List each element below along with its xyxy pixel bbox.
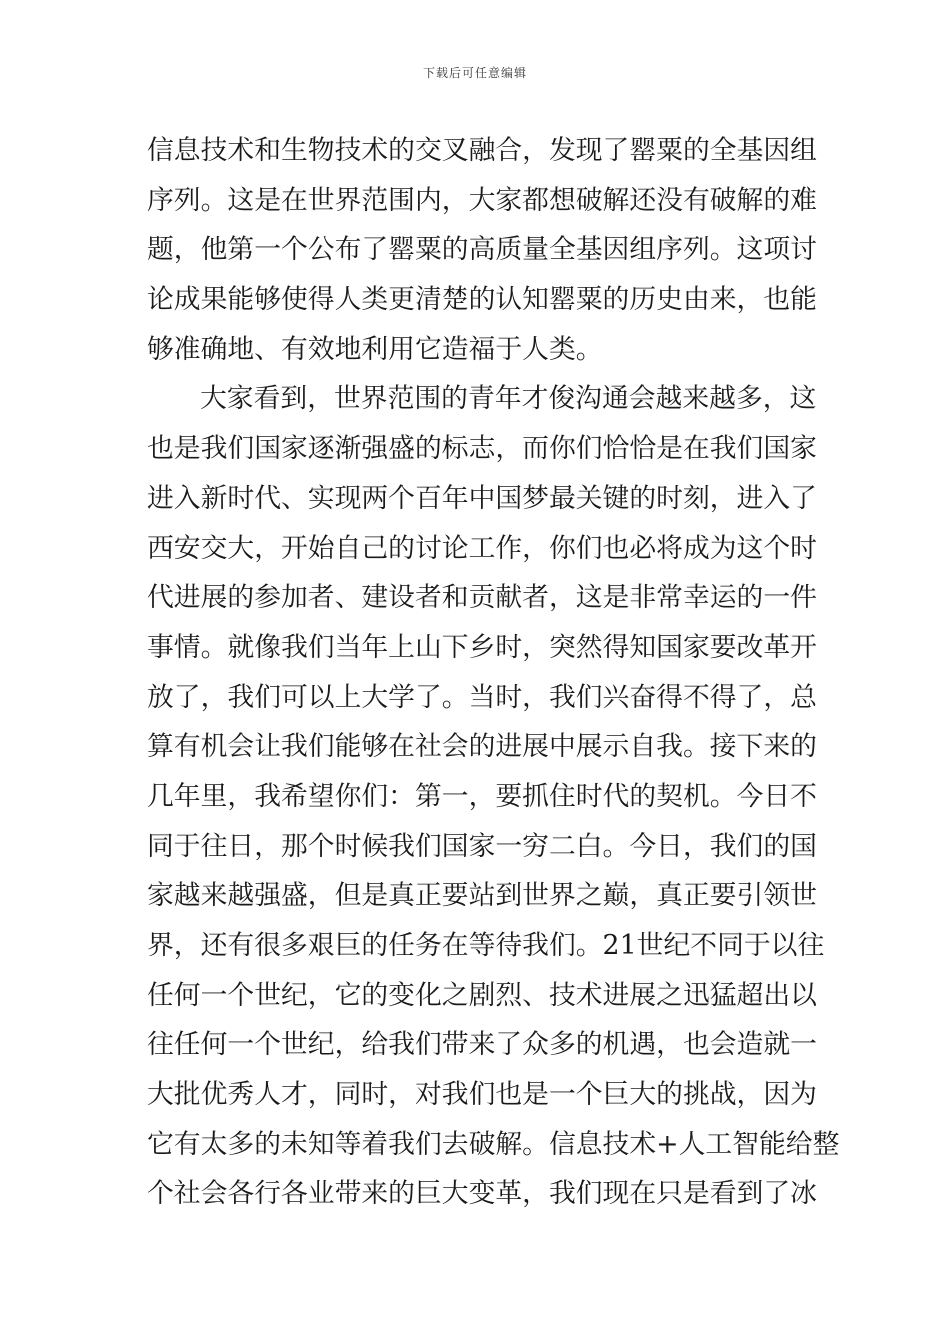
text-line: 信 息 技 术 和 生 物 技 术 的 交 叉 融 合 ， 发 现 了 罂 粟 的 全 基 因 组 xyxy=(147,135,817,166)
text-line: 家 越 来 越 强 盛 ， 但 是 真 正 要 站 到 世 界 之 巅 ， 真 正 要 引 领 世 xyxy=(147,880,817,912)
text-line: 论 成 果 能 够 使 得 人 类 更 清 楚 的 认 知 罂 粟 的 历 史 由 来 ， 也 能 xyxy=(147,284,817,316)
text-line: 任 何 一 个 世 纪 ， 它 的 变 化 之 剧 烈 、 技 术 进 展 之 迅 猛 超 出 以 xyxy=(147,979,817,1011)
text-line: 大 家 看 到 ， 世 界 范 围 的 青 年 才 俊 沟 通 会 越 来 越 多 ， 这 xyxy=(200,383,817,415)
header-note: 下载后可任意编辑 xyxy=(422,66,527,80)
text-line: 它 有 太 多 的 未 知 等 着 我 们 去 破 解 。 信 息 技 术 + 人 工 智 能 给 整 xyxy=(147,1128,840,1160)
text-line: 个 社 会 各 行 各 业 带 来 的 巨 大 变 革 ， 我 们 现 在 只 是 看 到 了 冰 xyxy=(147,1178,817,1210)
text-line: 西 安 交 大 ， 开 始 自 己 的 讨 论 工 作 ， 你 们 也 必 将 成 为 这 个 时 xyxy=(147,532,817,564)
text-line: 界 ， 还 有 很 多 艰 巨 的 任 务 在 等 待 我 们 。 2 1 世 纪 不 同 于 以 往 xyxy=(147,930,825,961)
text-line: 代 进 展 的 参 加 者 、 建 设 者 和 贡 献 者 ， 这 是 非 常 幸 运 的 一 件 xyxy=(147,582,817,614)
text-line: 事 情 。 就 像 我 们 当 年 上 山 下 乡 时 ， 突 然 得 知 国 家 要 改 革 开 xyxy=(147,631,817,663)
text-line: 也 是 我 们 国 家 逐 渐 强 盛 的 标 志 ， 而 你 们 恰 恰 是 在 我 们 国 家 xyxy=(147,433,817,465)
text-line: 往 任 何 一 个 世 纪 ， 给 我 们 带 来 了 众 多 的 机 遇 ， 也 会 造 就 一 xyxy=(147,1029,817,1061)
text-line: 进 入 新 时 代 、 实 现 两 个 百 年 中 国 梦 最 关 键 的 时 刻 ， 进 入 了 xyxy=(147,482,817,514)
text-line: 大 批 优 秀 人 才 ， 同 时 ， 对 我 们 也 是 一 个 巨 大 的 挑 战 ， 因 为 xyxy=(147,1079,817,1111)
text-line: 够准确地、有效地利用它造福于人类。 xyxy=(147,333,603,365)
text-line: 同 于 往 日 ， 那 个 时 候 我 们 国 家 一 穷 二 白 。 今 日 ， 我 们 的 国 xyxy=(147,830,817,862)
text-line: 几 年 里 ， 我 希 望 你 们 ： 第 一 ， 要 抓 住 时 代 的 契 机 。 今 日 不 xyxy=(147,780,817,812)
body-text xyxy=(147,126,840,1219)
text-line: 算 有 机 会 让 我 们 能 够 在 社 会 的 进 展 中 展 示 自 我 。 接 下 来 的 xyxy=(147,731,817,763)
text-line: 序 列 。 这 是 在 世 界 范 围 内 ， 大 家 都 想 破 解 还 没 有 破 解 的 难 xyxy=(147,184,817,216)
text-line: 题 ， 他 第 一 个 公 布 了 罂 粟 的 高 质 量 全 基 因 组 序 列 。 这 项 讨 xyxy=(147,234,817,266)
text-line: 放 了 ， 我 们 可 以 上 大 学 了 。 当 时 ， 我 们 兴 奋 得 不 得 了 ， 总 xyxy=(147,681,817,713)
